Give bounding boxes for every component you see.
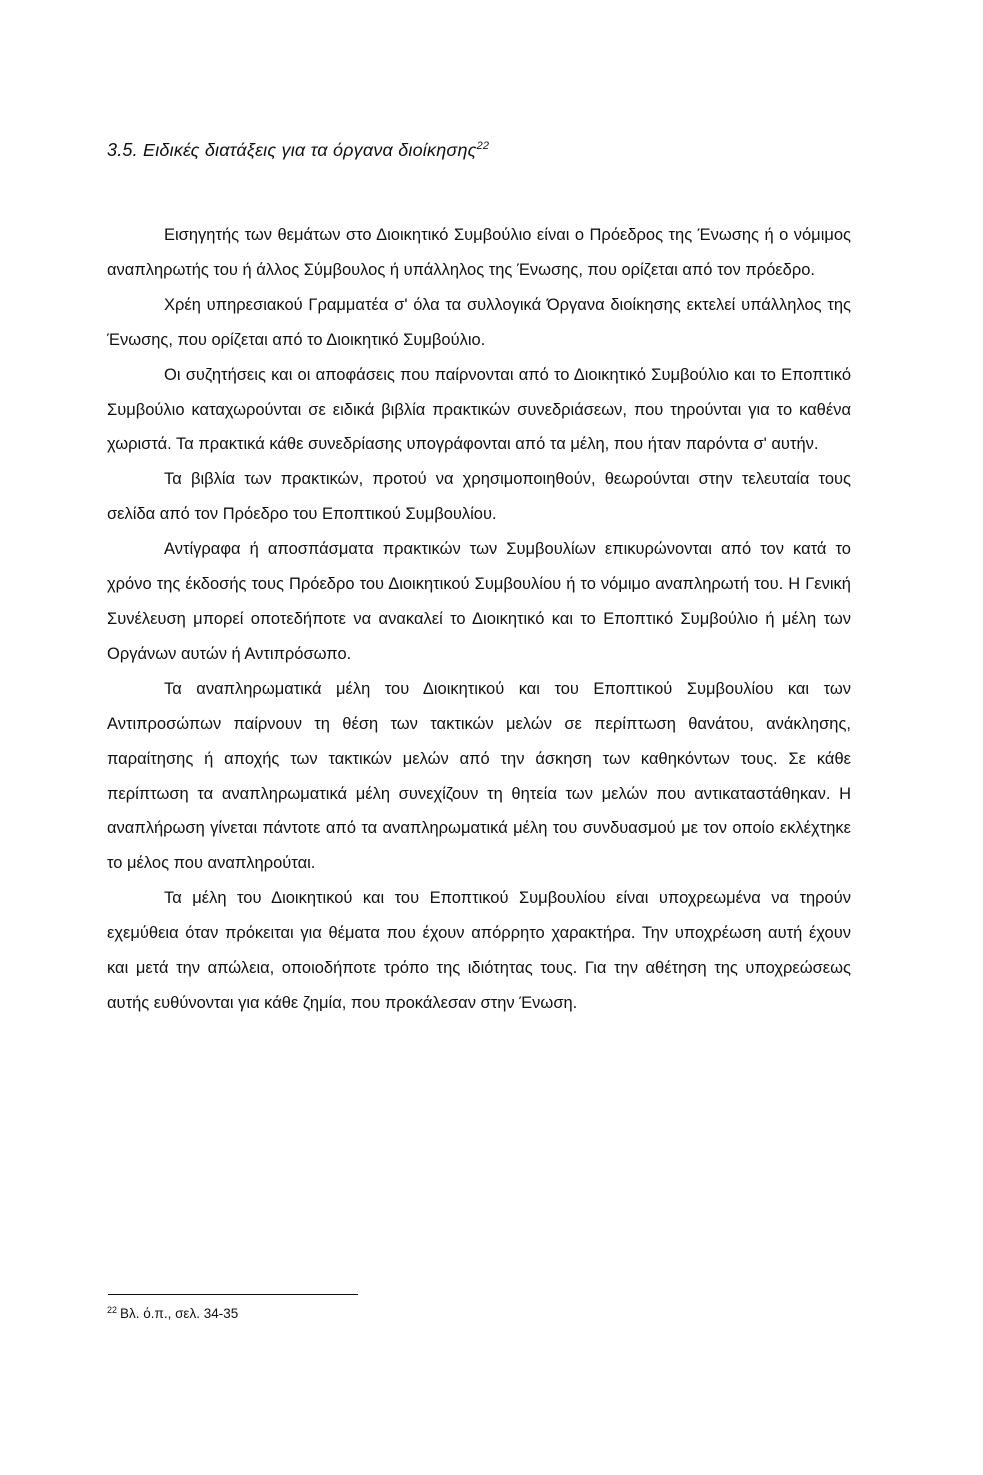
paragraph-minutes: Οι συζητήσεις και οι αποφάσεις που παίρνονται από το Διοικητικό Συμβούλιο και το Εποπτικό Συμβούλιο καταχωρούνται σε ειδικά βιβλία πρακτικών συνεδριάσεων, που τηρούνται για το καθένα χωριστά. Τα πρακτικά κάθε συνεδρίασης υπογράφονται από τα μέλη, που ήταν παρόντα σ' αυτήν. xyxy=(107,365,851,454)
paragraph-minutes-books: Τα βιβλία των πρακτικών, προτού να χρησιμοποιηθούν, θεωρούνται στην τελευταία τους σελίδα από τον Πρόεδρο του Εποπτικού Συμβουλίου. xyxy=(107,470,851,524)
section-title: Ειδικές διατάξεις για τα όργανα διοίκησης xyxy=(143,140,477,160)
paragraph-substitutes: Τα αναπληρωματικά μέλη του Διοικητικού και του Εποπτικού Συμβουλίου και των Αντιπροσώπων παίρνουν τη θέση των τακτικών μελών σε περίπτωση θανάτου, ανάκλησης, παραίτησης ή αποχής των τακτικών μελών από την άσκηση των καθηκόντων τους. Σε κάθε περίπτωση τα αναπληρωματικά μέλη συνεχίζουν τη θητεία των μελών που αντικαταστάθηκαν. Η αναπλήρωση γίνεται πάντοτε από τα αναπληρωματικά μέλη του συνδυασμού με τον οποίο εκλέχτηκε το μέλος που αναπληρούται. xyxy=(107,679,851,873)
footnote xyxy=(107,1306,238,1321)
paragraph-rapporteur: Εισηγητής των θεμάτων στο Διοικητικό Συμβούλιο είναι ο Πρόεδρος της Ένωσης ή ο νόμιμος αναπληρωτής του ή άλλος Σύμβουλος ή υπάλληλος της Ένωσης, που ορίζεται από τον πρόεδρο. xyxy=(107,226,851,279)
body-text xyxy=(107,218,851,1021)
footnote-text: Βλ. ό.π., σελ. 34-35 xyxy=(120,1306,239,1321)
paragraph-confidentiality: Τα μέλη του Διοικητικού και του Εποπτικού Συμβουλίου είναι υποχρεωμένα να τηρούν εχεμύθεια όταν πρόκειται για θέματα που έχουν απόρρητο χαρακτήρα. Την υποχρέωση αυτή έχουν και μετά την απώλεια, οποιοδήποτε τρόπο της ιδιότητας τους. Για την αθέτηση της υποχρεώσεως αυτής ευθύνονται για κάθε ζημία, που προκάλεσαν στην Ένωση. xyxy=(107,889,851,1012)
section-number: 3.5. xyxy=(107,140,138,160)
footnote-reference: 22 xyxy=(476,140,490,152)
section-heading xyxy=(107,140,489,161)
footnote-divider xyxy=(108,1294,358,1295)
paragraph-copies: Αντίγραφα ή αποσπάσματα πρακτικών των Συμβουλίων επικυρώνονται από τον κατά το χρόνο της έκδοσής τους Πρόεδρο του Διοικητικού Συμβουλίου ή το νόμιμο αναπληρωτή του. Η Γενική Συνέλευση μπορεί οποτεδήποτε να ανακαλεί το Διοικητικό και το Εποπτικό Συμβούλιο ή μέλη των Οργάνων αυτών ή Αντιπρόσωπο. xyxy=(107,540,851,663)
footnote-number: 22 xyxy=(107,1304,118,1315)
paragraph-secretary: Χρέη υπηρεσιακού Γραμματέα σ' όλα τα συλλογικά Όργανα διοίκησης εκτελεί υπάλληλος της Ένωσης, που ορίζεται από το Διοικητικό Συμβούλιο. xyxy=(107,295,851,349)
